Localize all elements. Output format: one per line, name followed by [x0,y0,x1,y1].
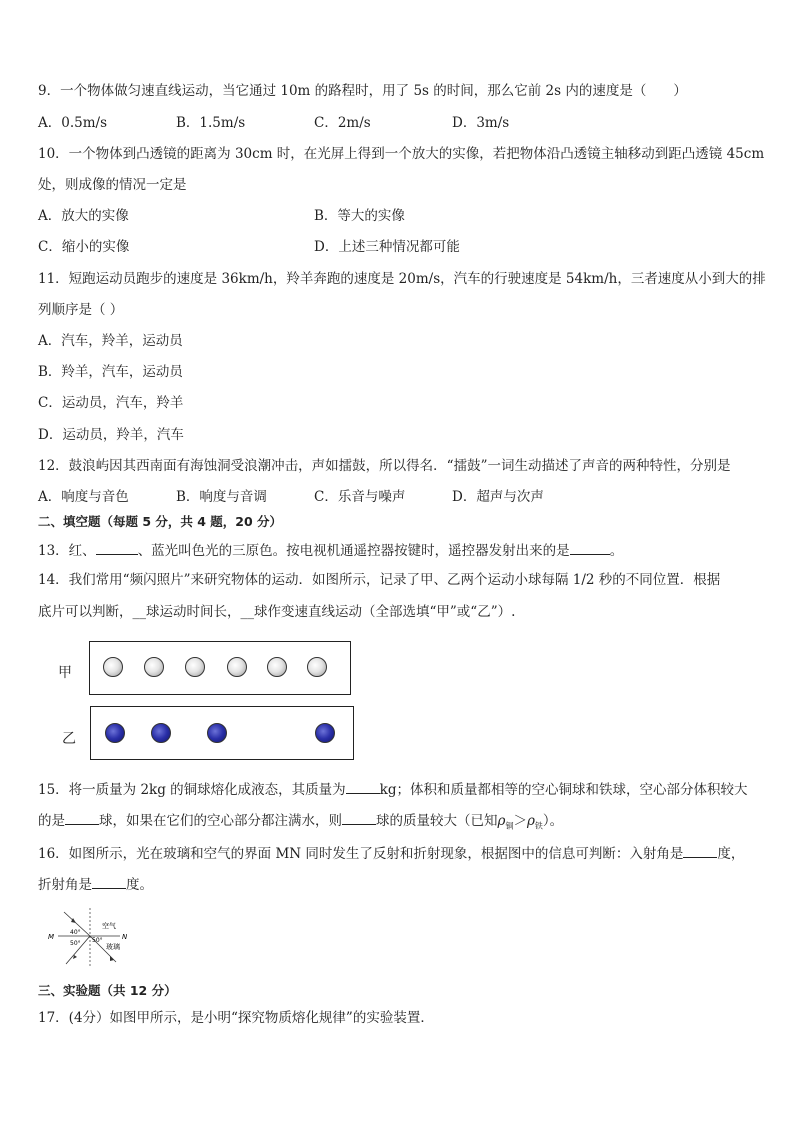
q16-stem-line1 [38,843,744,863]
q15-text-2: kg；体积和质量都相等的空心铜球和铁球，空心部分体积较大 [379,782,748,798]
q16-stem-line2 [38,874,153,894]
rho-symbol-copper: ρ [497,813,506,829]
q10-option-b: B．等大的实像 [314,208,405,224]
q13-blank-2 [570,540,610,555]
strobe-photo-jia [89,641,351,695]
ball-jia-3 [185,657,205,677]
q10-option-c: C．缩小的实像 [38,239,130,255]
q15-blank-3 [342,810,376,825]
q13-text-3: 。 [609,543,624,559]
q11-stem-line1: 11．短跑运动员跑步的速度是 36km/h，羚羊奔跑的速度是 20m/s，汽车的行驶速度是 54km/h，三者速度从小到大的排 [38,271,766,287]
q10-stem-line2: 处，则成像的情况一定是 [38,177,187,193]
q11-option-b: B．羚羊，汽车，运动员 [38,364,183,380]
q9-option-b: B．1.5m/s [176,115,246,131]
q10-stem-line1: 10．一个物体到凸透镜的距离为 30cm 时，在光屏上得到一个放大的实像，若把物体沿凸透镜主轴移动到距凸透镜 45cm [38,146,765,162]
q13-blank-1 [96,540,138,555]
rho-symbol-iron: ρ [526,813,535,829]
section-experiment-heading: 三、实验题（共 12 分） [38,983,177,998]
q11-stem-line2: 列顺序是（ ） [38,302,124,318]
q17-stem: 17．(4分）如图甲所示，是小明“探究物质熔化规律”的实验装置． [38,1010,434,1026]
label-angle-50-right: 50° [92,937,103,944]
strobe-photo-yi [90,706,354,760]
q12-stem: 12．鼓浪屿因其西南面有海蚀洞受浪潮冲击，声如擂鼓，所以得名．“擂鼓”一词生动描述了声音的两种特性，分别是 [38,458,731,474]
q15-text-4: 球，如果在它们的空心部分都注满水，则 [99,813,342,829]
q11-option-c: C．运动员，汽车，羚羊 [38,395,184,411]
photo-label-yi: 乙 [62,731,76,747]
q15-stem-line1 [38,779,748,799]
label-m: M [48,933,55,941]
refraction-diagram [46,906,130,968]
q12-option-c: C．乐音与噪声 [314,489,406,505]
q16-text-4: 度。 [126,877,153,893]
photo-label-jia: 甲 [58,665,72,681]
ball-yi-3 [207,723,227,743]
label-air: 空气 [102,922,116,930]
q13-text-2: 、蓝光叫色光的三原色。按电视机通遥控器按键时，遥控器发射出来的是 [137,543,570,559]
label-n: N [122,933,128,941]
ball-yi-4 [315,723,335,743]
q10-option-a: A．放大的实像 [38,208,129,224]
q16-blank-1 [683,843,717,858]
ball-jia-6 [307,657,327,677]
q12-option-b: B．响度与音调 [176,489,267,505]
q12-option-d: D．超声与次声 [452,489,544,505]
ball-yi-2 [151,723,171,743]
q13-stem [38,540,623,560]
subscript-copper: 铜 [505,821,514,831]
label-glass: 玻璃 [106,943,120,951]
ball-jia-1 [103,657,123,677]
q16-blank-2 [92,874,126,889]
ball-jia-4 [227,657,247,677]
q15-text-5: 球的质量较大（已知 [376,813,498,829]
q9-option-a: A．0.5m/s [38,115,107,131]
q15-blank-1 [346,779,380,794]
q15-text-3: 的是 [38,813,65,829]
q15-text-1: 15．将一质量为 2kg 的铜球熔化成液态，其质量为 [38,782,346,798]
q15-blank-2 [65,810,99,825]
q9-stem: 9．一个物体做匀速直线运动，当它通过 10m 的路程时，用了 5s 的时间，那么它前 2s 内的速度是（ ） [38,83,687,99]
q9-option-d: D．3m/s [452,115,510,131]
q16-text-3: 折射角是 [38,877,92,893]
q12-option-a: A．响度与音色 [38,489,129,505]
ball-jia-2 [144,657,164,677]
section-fill-in-heading: 二、填空题（每题 5 分，共 4 题，20 分） [38,514,283,529]
arrow-lower-right [110,956,114,961]
q14-stem-line2: 底片可以判断，__球运动时间长，__球作变速直线运动（全部选填“甲”或“乙”）. [38,604,516,620]
subscript-iron: 铁 [534,821,543,831]
q15-text-6: ）。 [542,813,564,829]
q16-text-2: 度， [717,846,745,862]
q15-stem-line2 [38,810,563,836]
q14-stem-line1: 14．我们常用“频闪照片”来研究物体的运动．如图所示，记录了甲、乙两个运动小球每隔 1/2 秒的不同位置．根据 [38,572,721,588]
q16-text-1: 16．如图所示，光在玻璃和空气的界面 MN 同时发生了反射和折射现象，根据图中的信息可判断：入射角是 [38,846,684,862]
ball-yi-1 [105,723,125,743]
ball-jia-5 [267,657,287,677]
q9-option-c: C．2m/s [314,115,371,131]
label-angle-50-left: 50° [70,940,81,947]
q11-option-d: D．运动员，羚羊，汽车 [38,427,184,443]
q11-option-a: A．汽车，羚羊，运动员 [38,333,183,349]
label-angle-40: 40° [70,929,81,936]
q10-option-d: D．上述三种情况都可能 [314,239,460,255]
greater-than-sign: ＞ [513,813,527,829]
q13-text-1: 13．红、 [38,543,96,559]
